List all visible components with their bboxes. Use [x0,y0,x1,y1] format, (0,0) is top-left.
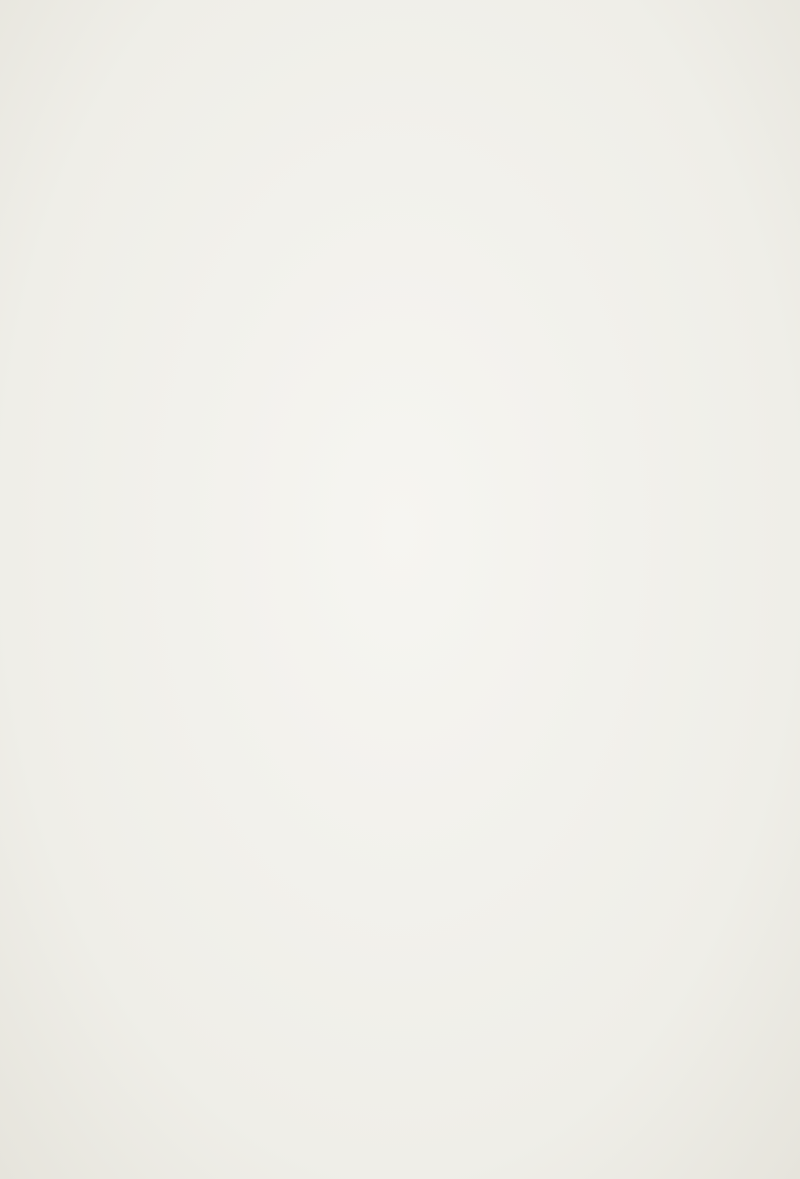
page-body [87,142,706,208]
